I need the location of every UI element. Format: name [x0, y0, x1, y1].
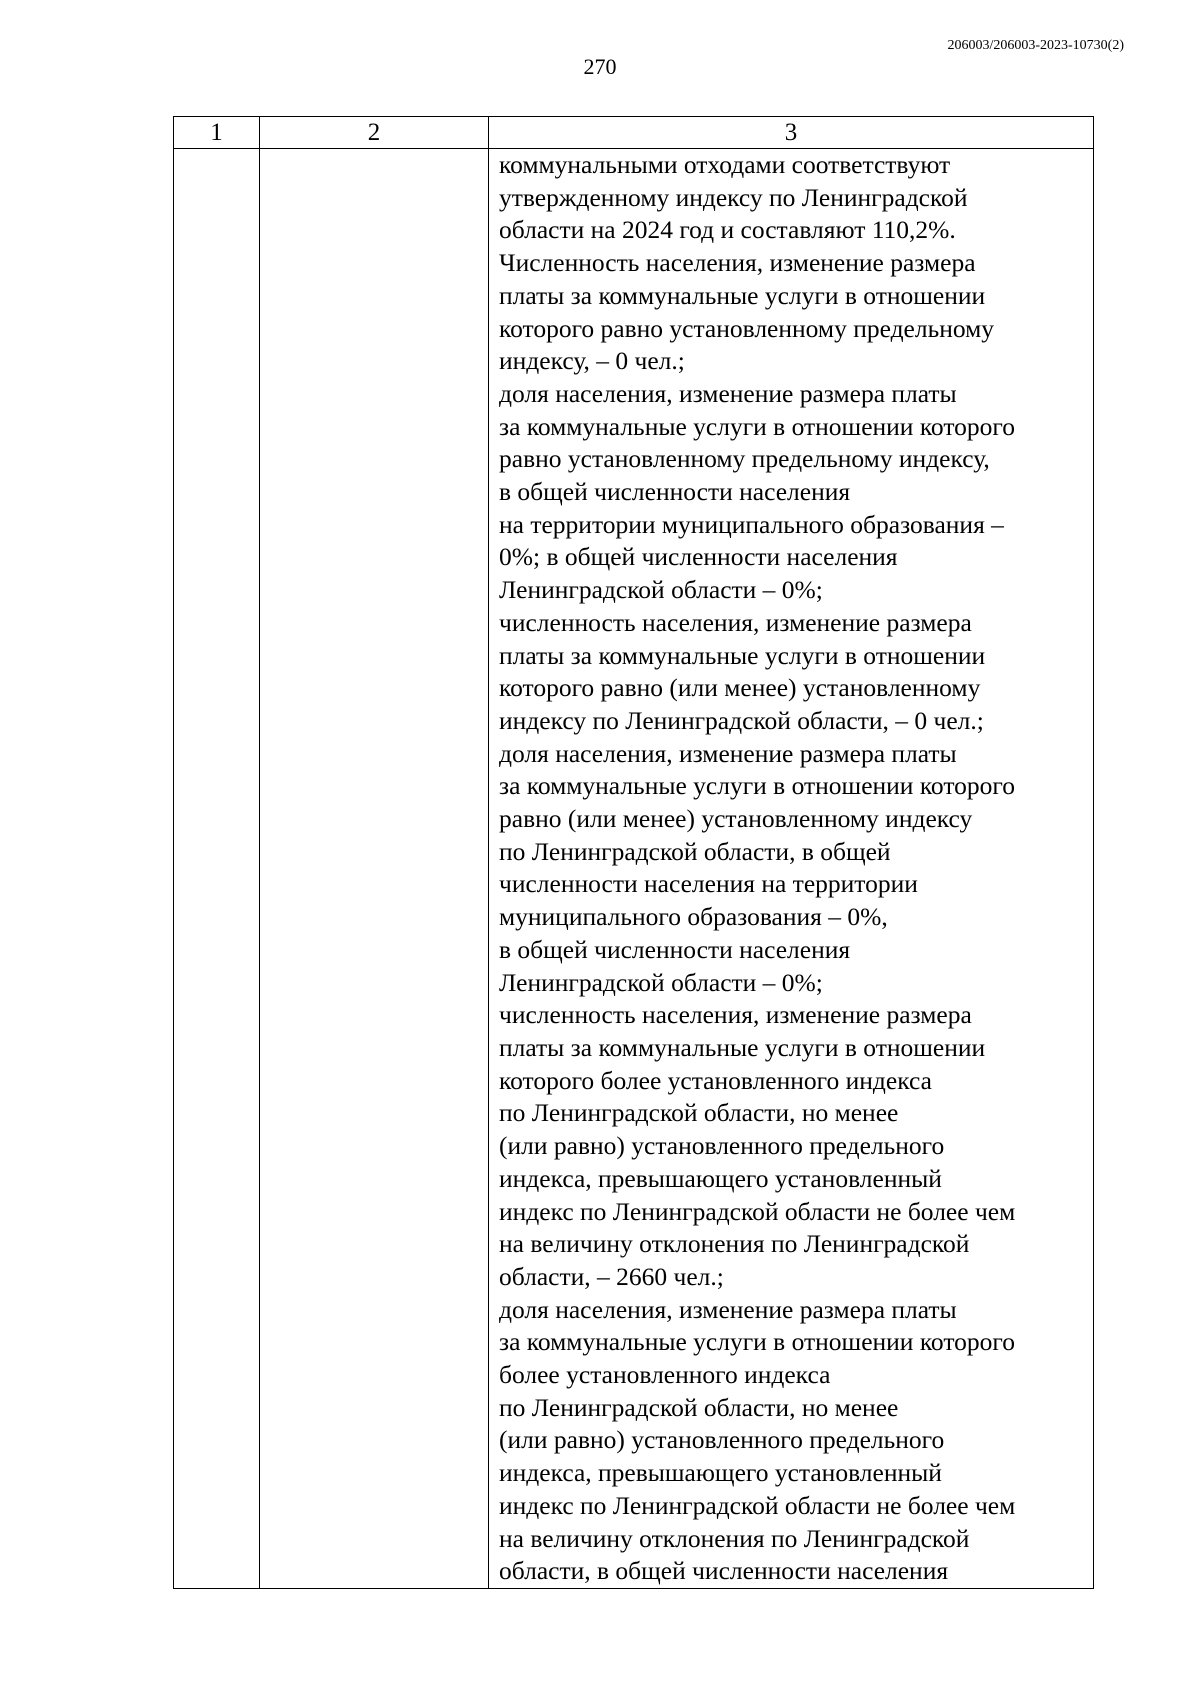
text-line: в общей численности населения — [499, 934, 851, 964]
text-line: (или равно) установленного предельного — [499, 1131, 945, 1161]
text-line: области на 2024 год и составляют 110,2%. — [499, 215, 956, 245]
text-line: платы за коммунальные услуги в отношении — [499, 280, 986, 310]
text-line: платы за коммунальные услуги в отношении — [499, 640, 986, 670]
text-line: индекс по Ленинградской области не более чем — [499, 1196, 1016, 1226]
text-line: Ленинградской области – 0%; — [499, 575, 823, 605]
text-line: за коммунальные услуги в отношении которого — [499, 411, 1015, 441]
text-line: за коммунальные услуги в отношении которого — [499, 1327, 1015, 1357]
text-line: которого более установленного индекса — [499, 1065, 932, 1095]
column-header-3: 3 — [489, 117, 1094, 149]
text-line: утвержденному индексу по Ленинградской — [499, 182, 968, 212]
text-line: индекса, превышающего установленный — [499, 1458, 942, 1488]
text-line: индекса, превышающего установленный — [499, 1163, 942, 1193]
table-cell-col1 — [174, 149, 260, 1589]
text-line: которого равно установленному предельному — [499, 313, 995, 343]
table-cell-col3 — [489, 149, 1094, 1589]
text-line: более установленного индекса — [499, 1360, 831, 1390]
column-header-2: 2 — [260, 117, 489, 149]
text-line: (или равно) установленного предельного — [499, 1425, 945, 1455]
table-header-row — [174, 117, 1094, 149]
text-line: индексу по Ленинградской области, – 0 чел.; — [499, 705, 984, 735]
text-line: индексу, – 0 чел.; — [499, 346, 685, 376]
text-line: которого равно (или менее) установленному — [499, 673, 981, 703]
text-line: на территории муниципального образования – — [499, 509, 1004, 539]
text-line: равно установленному предельному индексу, — [499, 444, 990, 474]
text-line: Численность населения, изменение размера — [499, 248, 976, 278]
text-line: 0%; в общей численности населения — [499, 542, 898, 572]
text-line: по Ленинградской области, в общей — [499, 836, 891, 866]
column-header-1: 1 — [174, 117, 260, 149]
data-table — [173, 116, 1094, 1589]
text-line: за коммунальные услуги в отношении которого — [499, 771, 1015, 801]
text-line: в общей численности населения — [499, 477, 851, 507]
text-line: численность населения, изменение размера — [499, 607, 972, 637]
text-line: доля населения, изменение размера платы — [499, 1294, 957, 1324]
document-id: 206003/206003-2023-10730(2) — [947, 38, 1124, 53]
table-row — [174, 149, 1094, 1589]
text-line: на величину отклонения по Ленинградской — [499, 1229, 970, 1259]
text-line: области, в общей численности населения — [499, 1556, 949, 1586]
text-line: доля населения, изменение размера платы — [499, 738, 957, 768]
text-line: коммунальными отходами соответствуют — [499, 150, 951, 179]
table-cell-col2 — [260, 149, 489, 1589]
text-line: доля населения, изменение размера платы — [499, 378, 957, 408]
text-line: Ленинградской области – 0%; — [499, 967, 823, 997]
text-line: численности населения на территории — [499, 869, 918, 899]
text-line: области, – 2660 чел.; — [499, 1261, 724, 1291]
text-line: платы за коммунальные услуги в отношении — [499, 1032, 986, 1062]
text-line: на величину отклонения по Ленинградской — [499, 1523, 970, 1553]
text-line: равно (или менее) установленному индексу — [499, 804, 973, 834]
text-line: индекс по Ленинградской области не более чем — [499, 1490, 1016, 1520]
page-number: 270 — [583, 54, 617, 79]
text-line: по Ленинградской области, но менее — [499, 1098, 899, 1128]
text-line: численность населения, изменение размера — [499, 1000, 972, 1030]
text-line: по Ленинградской области, но менее — [499, 1392, 899, 1422]
text-line: муниципального образования – 0%, — [499, 902, 888, 932]
